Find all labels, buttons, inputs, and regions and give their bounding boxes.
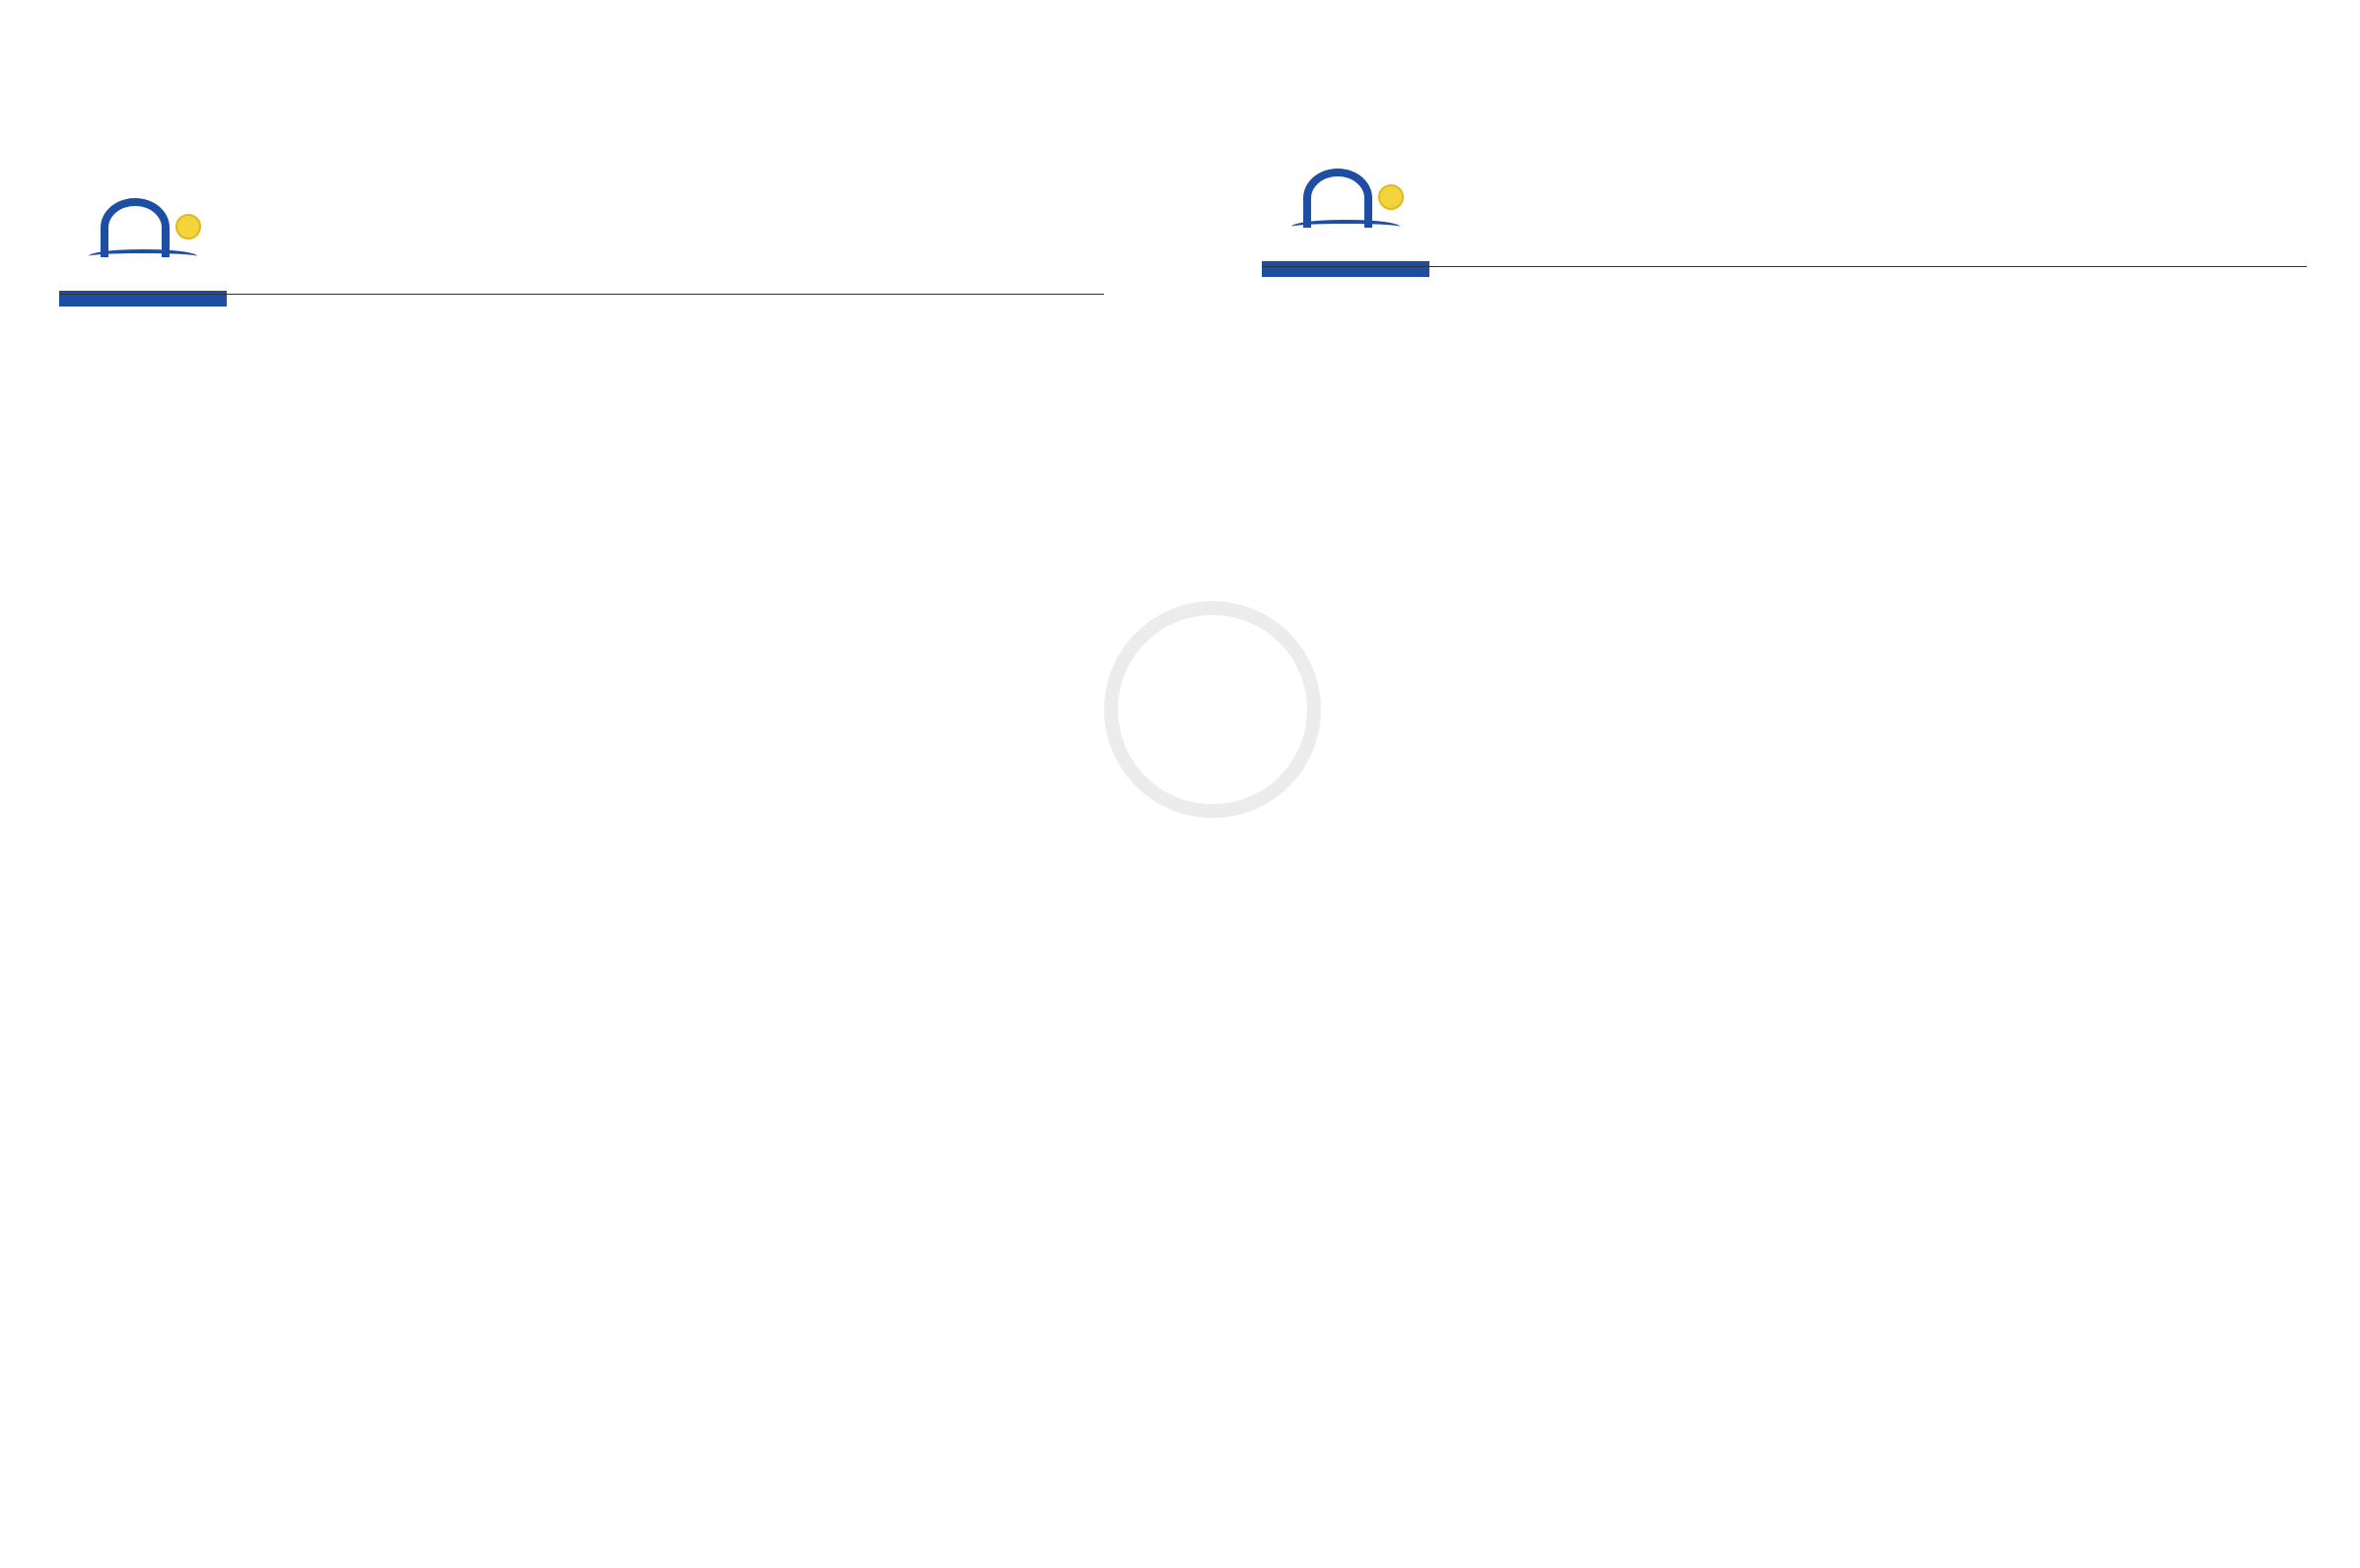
divider [59,294,1104,295]
logo-strip [1262,261,1429,277]
divider [1262,266,2307,267]
company-logo [1262,163,1429,291]
right-page [1222,0,2307,1568]
left-page [59,0,1153,1568]
company-logo [59,192,227,320]
